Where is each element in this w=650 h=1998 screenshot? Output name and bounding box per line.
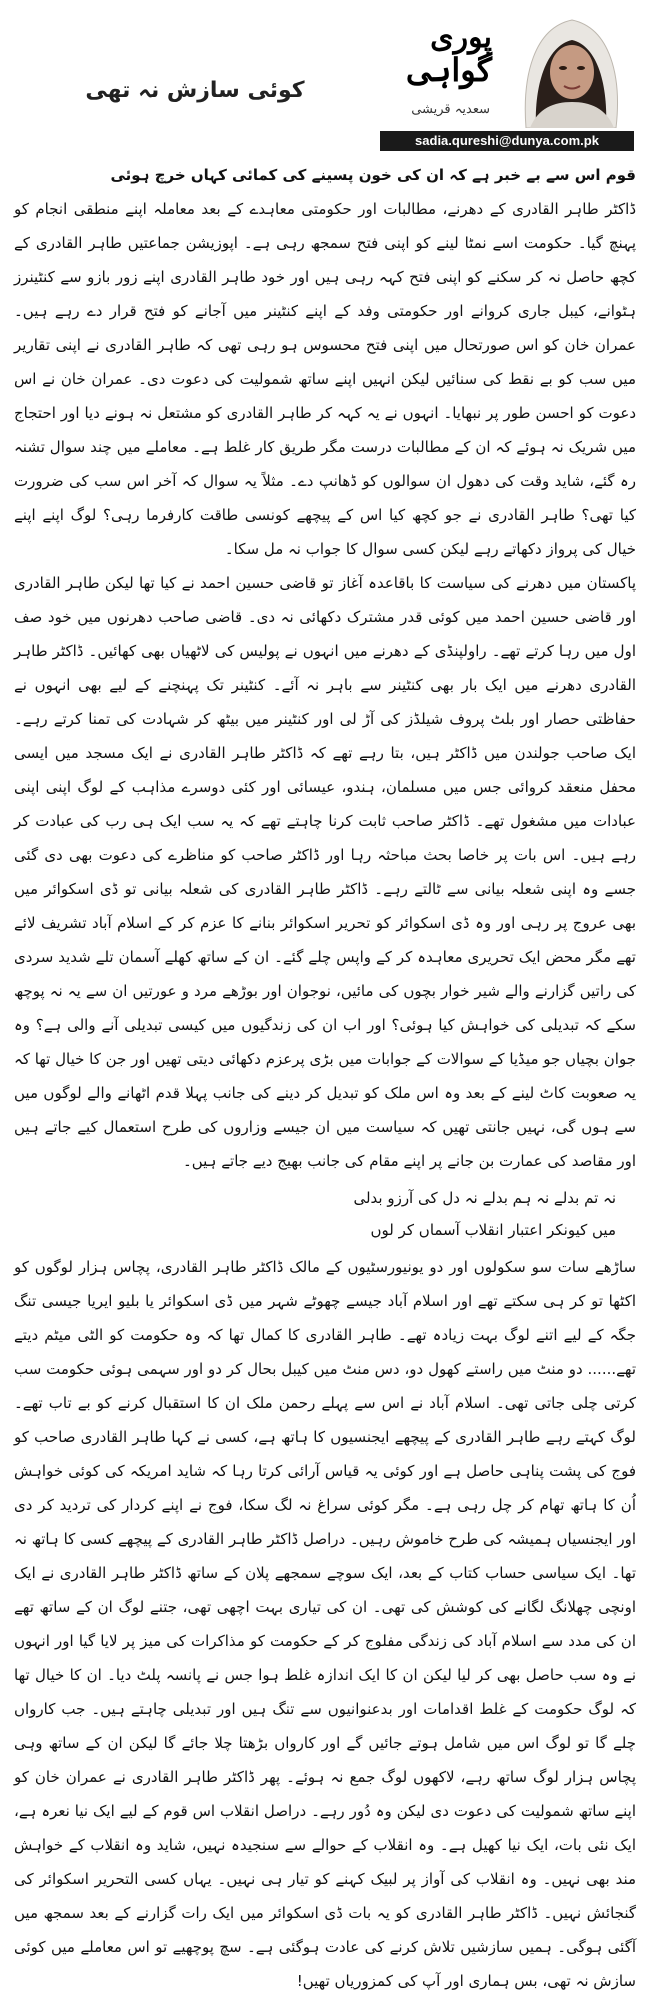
article-paragraph: پاکستان میں دھرنے کی سیاست کا باقاعدہ آغاز تو قاضی حسین احمد نے کیا تھا لیکن طاہر القادری اور قاضی حسین احمد میں کوئی قدر مشترک دکھائی نہ دی۔ قاضی صاحب دھرنوں میں خود صف اول میں رہا کرتے تھے۔ راولپنڈی کے دھرنے میں انہوں نے پولیس کی لاٹھیاں بھی کھائیں۔ ڈاکٹر طاہر القادری دھرنے میں ایک بار بھی کنٹینر سے باہر نہ آئے۔ کنٹینر تک پہنچنے کے لیے بھی انہوں نے حفاظتی حصار اور بلٹ پروف شیلڈز کی آڑ لی اور کنٹینر میں بیٹھ کر شہادت کی تمنا کرتے رہے۔ ایک صاحب جولندن میں ڈاکٹر ہیں، بتا رہے تھے کہ ڈاکٹر طاہر القادری نے ایک مسجد میں ایسی محفل منعقد کروائی جس میں مسلمان، ہندو، عیسائی اور کئی دوسرے مذاہب کے لوگ اپنی اپنی عبادات میں مشغول تھے۔ ڈاکٹر صاحب ثابت کرنا چاہتے تھے کہ یہ سب ایک ہی رب کی عبادت کر رہے ہیں۔ اس بات پر خاصا بحث مباحثہ رہا اور ڈاکٹر صاحب کو مناظرے کی دعوت بھی دی گئی جسے وہ اپنی شعلہ بیانی سے ٹالتے رہے۔ ڈاکٹر طاہر القادری کی شعلہ بیانی تو ڈی اسکوائر میں بھی عروج پر رہی اور وہ ڈی اسکوائر کو تحریر اسکوائر بنانے کا عزم کر کے اسلام آباد تشریف لائے تھے مگر محض ایک تحریری معاہدہ کر کے واپس چلے گئے۔ ان کے ساتھ کھلے آسمان تلے شدید سردی کی راتیں گزارنے والے شیر خوار بچوں کی مائیں، نوجوان اور بوڑھے مرد و عورتیں ان سے یہ نہ پوچھ سکے کہ تبدیلی کی خواہش کیا ہوئی؟ اور اب ان کی زندگیوں میں کیسی تبدیلی آنے والی ہے؟ وہ جوان بچیاں جو میڈیا کے سوالات کے جوابات میں بڑی پرعزم دکھائی دیتی تھیں اور جن کا خیال تھا کہ یہ صعوبت کاٹ لینے کے بعد وہ اس ملک کو تبدیل کر دینے کی جانب پہلا قدم اٹھانے والے لوگوں میں سے ہوں گی، نہیں جانتی تھیں کہ سیاست میں ان جیسے وزاروں کی طرح استعمال کیے جاتے ہیں اور مقاصد کی عمارت بن جانے پر اپنے مقام کی جانب بھیج دیے جاتے ہیں۔ <box>14 574 636 1170</box>
column-header <box>0 0 650 160</box>
article-paragraph: ساڑھے سات سو سکولوں اور دو یونیورسٹیوں کے مالک ڈاکٹر طاہر القادری، پچاس ہزار لوگوں کو اکٹھا تو کر ہی سکتے تھے اور اسلام آباد جیسے چھوٹے شہر میں ڈی اسکوائر یا بلیو ایریا جیسی تنگ جگہ کے لیے اتنے لوگ بہت زیادہ تھے۔ طاہر القادری کا کمال تھا کہ وہ حکومت کو الٹی میٹم دیتے تھے...... دو منٹ میں راستے کھول دو، دس منٹ میں کیبل بحال کر دو اور سہمی ہوئی حکومت سب کرتی چلی جاتی تھی۔ اسلام آباد نے اس سے پہلے رحمن ملک ان کا استقبال کرنے کو بے تاب تھے۔ لوگ کہتے رہے طاہر القادری کے پیچھے ایجنسیوں کا ہاتھ ہے، کسی نے کہا طاہر القادری صاحب کو فوج کی پشت پناہی حاصل ہے اور کوئی یہ قیاس آرائی کرتا رہا کہ شاید امریکہ کی کوئی خواہش اُن کا ہاتھ تھام کر چل رہی ہے۔ مگر کوئی سراغ نہ لگ سکا، فوج نے اپنے کردار کی تردید کر دی اور ایجنسیاں ہمیشہ کی طرح خاموش رہیں۔ دراصل ڈاکٹر طاہر القادری کے پیچھے کسی کا ہاتھ نہ تھا۔ ایک سیاسی حساب کتاب کے بعد، ایک سوچے سمجھے پلان کے ساتھ ڈاکٹر طاہر القادری نے ایک اونچی چھلانگ لگانے کی کوشش کی تھی۔ ان کی تیاری بہت اچھی تھی، جتنے لوگ ان کے ساتھ تھے ان کی مدد سے اسلام آباد کی زندگی مفلوج کر کے حکومت کو مذاکرات کی میز پر لایا گیا اور انہوں نے وہ سب حاصل بھی کر لیا لیکن ان کا ایک اندازہ غلط ہوا جس نے پانسہ پلٹ دیا۔ ان کا خیال تھا کہ لوگ حکومت کے غلط اقدامات اور بدعنوانیوں سے تنگ ہیں اور تبدیلی چاہتے ہیں۔ جب کارواں چلے گا تو لوگ اس میں شامل ہوتے جائیں گے اور کارواں بڑھتا چلا جائے گا لیکن ان کے ساتھ وہی پچاس ہزار لوگ ساتھ رہے، لاکھوں لوگ جمع نہ ہوئے۔ پھر ڈاکٹر طاہر القادری نے عمران خان کو اپنے ساتھ شمولیت کی دعوت دی لیکن وہ دُور رہے۔ دراصل انقلاب اس قوم کے لیے ایک نیا نعرہ ہے، ایک نئی بات، ایک نیا کھیل ہے۔ وہ انقلاب کے حوالے سے سنجیدہ نہیں، شاید وہ انقلاب کے خواہش مند بھی نہیں۔ وہ انقلاب کی آواز پر لبیک کہنے کو تیار ہی نہیں۔ یہاں کسی التحریر اسکوائر کی گنجائش نہیں۔ ڈاکٹر طاہر القادری کو یہ بات ڈی اسکوائر میں ایک رات گزارنے کے بعد سمجھ میں آگئی ہوگی۔ ہمیں سازشیں تلاش کرنے کی عادت ہوگئی ہے۔ سچ پوچھیے تو اس معاملے میں کوئی سازش نہ تھی، بس ہماری اور آپ کی کمزوریاں تھیں! <box>14 1258 636 1990</box>
verse-line: میں کیونکر اعتبار انقلاب آسماں کر لوں <box>370 1221 616 1239</box>
article-body <box>14 158 636 1998</box>
verse-line: نہ تم بدلے نہ ہم بدلے نہ دل کی آرزو بدلی <box>353 1189 616 1207</box>
article-lead: قوم اس سے بے خبر ہے کہ ان کی خون پسینے کی کمائی کہاں خرچ ہوئی <box>110 166 636 184</box>
poetry-couplet <box>14 1182 636 1246</box>
logo-word-1: پوری <box>430 20 492 55</box>
column-brand <box>392 18 514 122</box>
article-paragraph: ڈاکٹر طاہر القادری کے دھرنے، مطالبات اور حکومتی معاہدے کے بعد معاملہ اپنے منطقی انجام کو پہنچ گیا۔ حکومت اسے نمٹا لینے کو اپنی فتح سمجھ رہی ہے۔ اپوزیشن جماعتیں طاہر القادری کے کچھ حاصل نہ کر سکنے کو اپنی فتح کہہ رہی ہیں اور خود طاہر القادری اپنے زور بازو سے کنٹینرز ہٹوانے، کیبل جاری کروانے اور حکومتی وفد کے اپنے کنٹینر میں آجانے کو فتح قرار دے رہے ہیں۔ عمران خان کو اس صورتحال میں اپنی فتح محسوس ہو رہی تھی کہ طاہر القادری نے اپنی تقاریر میں سب کو بے نقط کی سنائیں لیکن انہیں اپنے ساتھ شمولیت کی دعوت دی۔ عمران خان نے اس دعوت کو احسن طور پر نبھایا۔ انہوں نے یہ کہہ کر طاہر القادری کو مشتعل نہ ہونے دیا اور احتجاج میں شریک نہ ہوئے کہ ان کے مطالبات درست مگر طریق کار غلط ہے۔ معاملے میں چند سوال تشنہ رہ گئے، شاید وقت کی دھول ان سوالوں کو ڈھانپ دے۔ مثلاً یہ سوال کہ آخر اس سب کی ضرورت کیا تھی؟ طاہر القادری نے جو کچھ کیا اس کے پیچھے کونسی طاقت کارفرما رہی؟ لوگ اپنے اپنے خیال کی پرواز دکھاتے رہے لیکن کسی سوال کا جواب نہ مل سکا۔ <box>14 200 636 558</box>
column-title: کوئی سازش نہ تھی <box>85 78 305 103</box>
column-logo <box>406 22 492 87</box>
author-name: سعدیہ قریشی <box>411 102 490 117</box>
author-email: sadia.qureshi@dunya.com.pk <box>380 131 634 151</box>
author-portrait <box>512 6 630 128</box>
logo-word-2: گواہی <box>405 50 492 89</box>
